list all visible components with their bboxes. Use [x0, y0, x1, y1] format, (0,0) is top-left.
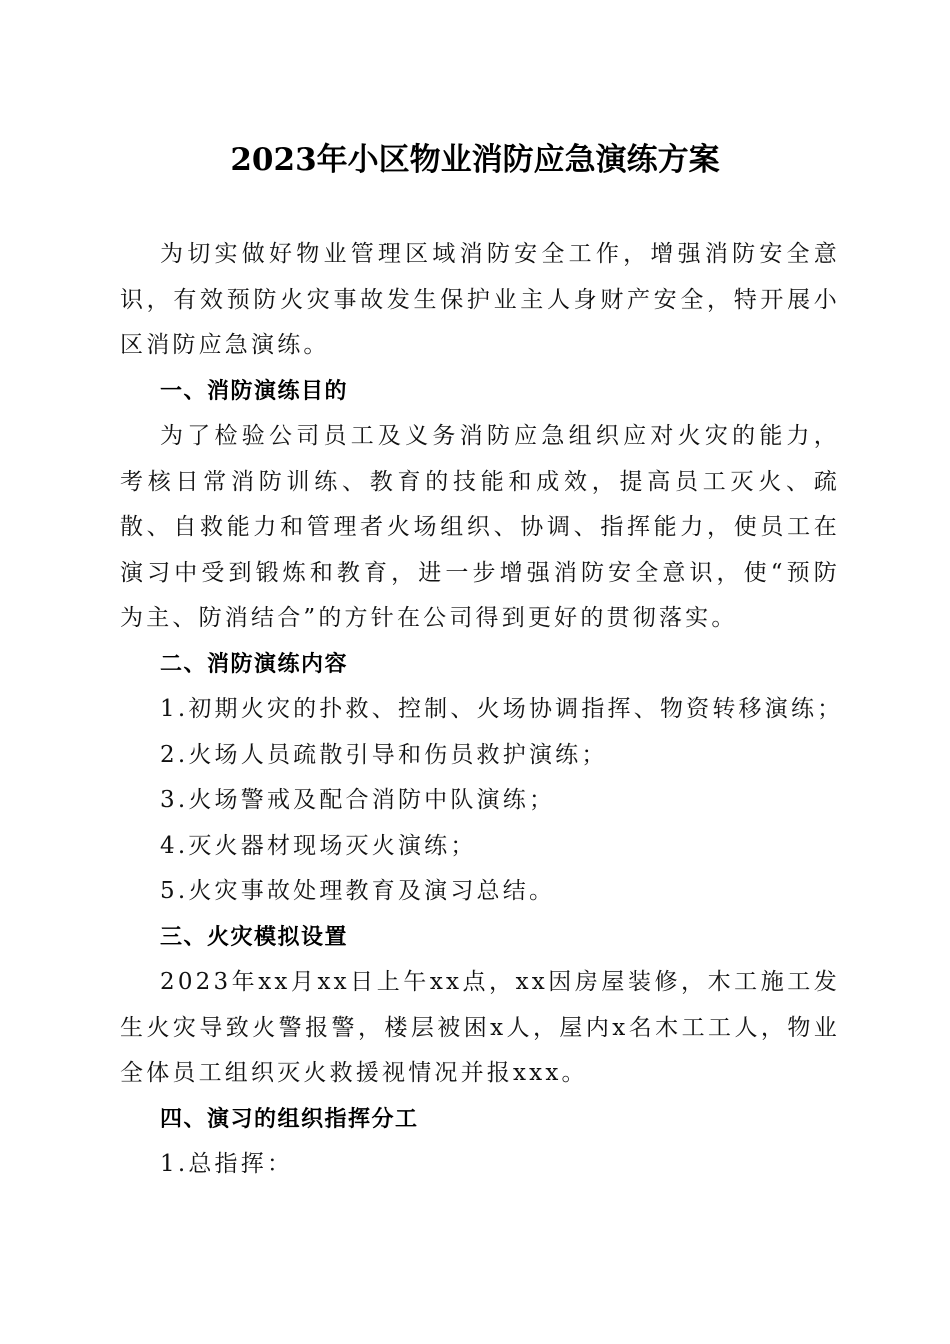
section-heading-fire-simulation: 三、火灾模拟设置 — [160, 924, 349, 950]
document-title: 2023年小区物业消防应急演练方案 — [230, 142, 720, 178]
intro-paragraph: 为切实做好物业管理区域消防安全工作，增强消防安全意识，有效预防火灾事故发生保护业主人身财产安全，特开展小区消防应急演练。 — [120, 241, 840, 358]
section-heading-purpose: 一、消防演练目的 — [160, 378, 349, 404]
content-list-item: 3.火场警戒及配合消防中队演练； — [160, 787, 556, 813]
organization-list-item: 1.总指挥： — [160, 1151, 294, 1177]
content-list-item: 5.火灾事故处理教育及演习总结。 — [160, 878, 556, 904]
fire-simulation-paragraph: 2023年xx月xx日上午xx点，xx因房屋装修，木工施工发生火灾导致火警报警，楼层被困x人，屋内x名木工工人，物业全体员工组织灭火救援视情况并报xxx。 — [120, 969, 840, 1086]
content-list-item: 1.初期火灾的扑救、控制、火场协调指挥、物资转移演练； — [160, 696, 844, 722]
section-heading-organization: 四、演习的组织指挥分工 — [160, 1106, 419, 1132]
content-list-item: 2.火场人员疏散引导和伤员救护演练； — [160, 741, 608, 768]
purpose-paragraph: 为了检验公司员工及义务消防应急组织应对火灾的能力，考核日常消防训练、教育的技能和成效，提高员工灭火、疏散、自救能力和管理者火场组织、协调、指挥能力，使员工在演习中受到锻炼和教育，进一步增强消防安全意识，使“预防为主、防消结合”的方针在公司得到更好的贯彻落实。 — [120, 423, 840, 631]
section-heading-content: 二、消防演练内容 — [160, 651, 349, 677]
content-list-item: 4.灭火器材现场灭火演练； — [160, 832, 477, 859]
document-body — [120, 232, 844, 1188]
